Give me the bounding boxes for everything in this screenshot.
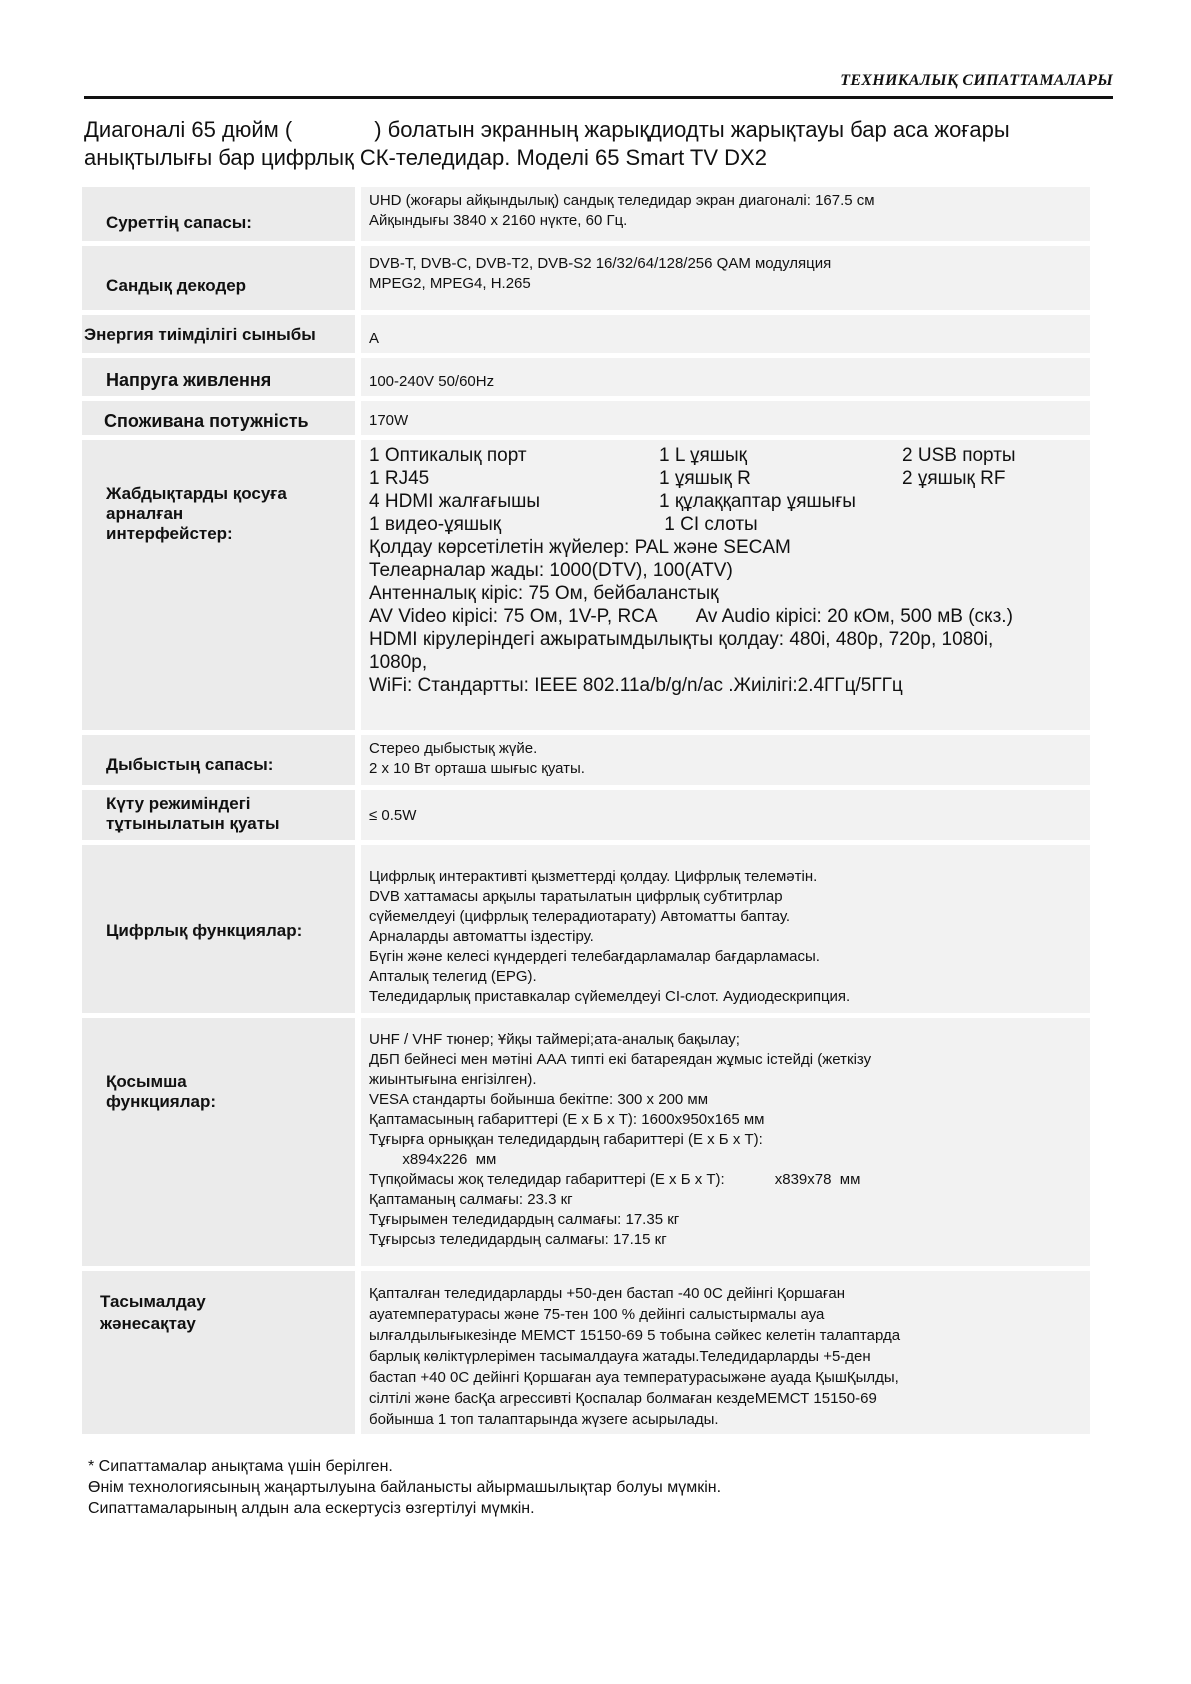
row-label: Энергия тиімділігі сыныбы <box>84 325 316 344</box>
transport-line: ылғалдылығыкезінде МЕМСТ 15150-69 5 тобына сәйкес келетін талаптарда <box>369 1327 901 1344</box>
digital-line: сүйемелдеуі (цифрлық телерадиотарату) Автоматты баптау. <box>369 908 790 925</box>
port-item: 4 HDMI жалғағышы <box>369 491 541 512</box>
value-cell <box>361 440 1090 730</box>
port-item: 1 Оптикалық порт <box>369 445 527 466</box>
footer-note-1: * Сипаттамалар анықтама үшін берілген. <box>88 1458 393 1475</box>
row-standby <box>82 790 1090 840</box>
value-cell <box>361 246 1090 310</box>
extra-line: Қаптаманың салмағы: 23.3 кг <box>369 1191 573 1208</box>
header-rule <box>84 96 1113 99</box>
row-interfaces <box>82 440 1090 730</box>
extra-line: Тұғырымен теледидардың салмағы: 17.35 кг <box>369 1211 680 1228</box>
row-label: Сандық декодер <box>106 276 247 295</box>
interfaces-port-columns <box>369 444 1082 536</box>
energy-value: A <box>369 330 380 347</box>
extra-label-1: Қосымша <box>106 1072 187 1091</box>
interfaces-hdmi-cont: 1080p, <box>369 652 428 673</box>
voltage-value: 100-240V 50/60Hz <box>369 373 495 390</box>
transport-line: барлық көліктүрлерімен тасымалдауға жатады.Теледидарларды +5-ден <box>369 1348 871 1365</box>
transport-label-1: Тасымалдау <box>100 1292 206 1311</box>
row-label: Дыбыстың сапасы: <box>106 755 274 774</box>
extra-label-2: функциялар: <box>106 1092 217 1111</box>
port-item: 1 ұяшық R <box>659 468 751 489</box>
value-cell <box>361 315 1090 353</box>
extra-line: Тұғырсыз теледидардың салмағы: 17.15 кг <box>369 1231 667 1248</box>
row-label: Споживана потужність <box>104 411 309 431</box>
sound-value-1: Стерео дыбыстық жүйе. <box>369 740 538 757</box>
interfaces-label-1: Жабдықтарды қосуға <box>106 484 287 503</box>
digital-line: Апталық телегид (EPG). <box>369 968 537 985</box>
intro-part2: ) болатын экранның жарықдиодты жарықтауы бар аса жоғары <box>374 117 1010 142</box>
row-label: Напруга живлення <box>106 370 272 390</box>
row-picture-quality <box>82 187 1090 241</box>
extra-line: Түпқоймасы жоқ теледидар габариттері (Е х Б х Т): x839x78 мм <box>369 1171 861 1188</box>
label-cell <box>82 1018 355 1266</box>
value-cell <box>361 401 1090 435</box>
interfaces-label-2: арналған <box>106 504 184 523</box>
decoder-value-2: MPEG2, MPEG4, H.265 <box>369 275 531 292</box>
label-cell <box>82 1271 355 1434</box>
footer-note-2: Өнім технологиясының жаңартылуына байланысты айырмашылықтар болуы мүмкін. <box>88 1479 722 1496</box>
row-energy-class <box>82 315 1090 353</box>
interfaces-memory: Телеарналар жады: 1000(DTV), 100(ATV) <box>369 560 733 581</box>
label-cell <box>82 187 355 241</box>
port-item: 2 USB порты <box>902 445 1016 466</box>
page-header-title: ТЕХНИКАЛЫҚ СИПАТТАМАЛАРЫ <box>840 72 1113 89</box>
port-item: 1 CI слоты <box>659 514 758 535</box>
value-cell <box>361 1271 1090 1434</box>
intro-text <box>84 116 1124 172</box>
row-label: Суреттің сапасы: <box>106 213 252 232</box>
standby-label-1: Күту режиміндегі <box>106 794 251 813</box>
port-item: 1 видео-ұяшық <box>369 514 502 535</box>
row-extra-functions <box>82 1018 1090 1266</box>
value-cell <box>361 358 1090 396</box>
standby-label-2: тұтынылатын қуаты <box>106 814 280 833</box>
digital-line: Бүгін және келесі күндердегі телебағдарламалар бағдарламасы. <box>369 948 820 965</box>
label-cell <box>82 315 355 353</box>
ports-column-3 <box>902 444 1082 536</box>
transport-line: сілтілі және басҚа агрессивті Қоспалар болмаған кездеМЕМСТ 15150-69 <box>369 1390 877 1407</box>
intro-line2: анықтылығы бар цифрлық СК-теледидар. Моделі 65 Smart TV DX2 <box>84 145 767 170</box>
interfaces-systems: Қолдау көрсетілетін жүйелер: PAL және SECAM <box>369 537 791 558</box>
label-cell <box>82 358 355 396</box>
label-cell <box>82 246 355 310</box>
transport-line: бастап +40 0С дейінгі Қоршаған ауа температурасыжәне ауада ҚышҚылды, <box>369 1369 899 1386</box>
decoder-value-1: DVB-T, DVB-C, DVB-T2, DVB-S2 16/32/64/128/256 QAM модуляция <box>369 255 832 272</box>
row-decoder <box>82 246 1090 310</box>
interfaces-hdmi: HDMI кірулеріндегі ажыратымдылықты қолдау: 480i, 480p, 720p, 1080i, <box>369 629 994 650</box>
digital-line: DVB хаттамасы арқылы таратылатын цифрлық субтитрлар <box>369 888 783 905</box>
transport-line: Қапталған теледидарларды +50-ден бастап -40 0С дейінгі Қоршаған <box>369 1285 845 1302</box>
port-item: 1 RJ45 <box>369 468 430 489</box>
label-cell <box>82 401 355 435</box>
ports-column-1 <box>369 444 659 536</box>
extra-line: VESA стандарты бойынша бекітпе: 300 х 200 мм <box>369 1091 709 1108</box>
ports-column-2 <box>659 444 902 536</box>
row-power <box>82 401 1090 435</box>
value-cell <box>361 1018 1090 1266</box>
row-sound <box>82 735 1090 785</box>
picture-value-1: UHD (жоғары айқындылық) сандық теледидар экран диагоналі: 167.5 см <box>369 192 875 209</box>
value-cell <box>361 187 1090 241</box>
port-item: 2 ұяшық RF <box>902 468 1006 489</box>
row-transport-storage <box>82 1271 1090 1434</box>
port-item: 1 L ұяшық <box>659 445 747 466</box>
digital-line: Цифрлық интерактивті қызметтерді қолдау. Цифрлық телемәтін. <box>369 868 818 885</box>
interfaces-label-3: интерфейстер: <box>106 524 233 543</box>
label-cell <box>82 845 355 1013</box>
extra-line: UHF / VHF тюнер; Ұйқы таймері;ата-аналық бақылау; <box>369 1031 740 1048</box>
extra-line: Қаптамасының габариттері (Е х Б х Т): 1600x950x165 мм <box>369 1111 765 1128</box>
av-video: AV Video кірісі: 75 Ом, 1V-P, RCA <box>369 606 658 627</box>
label-cell <box>82 790 355 840</box>
value-cell <box>361 735 1090 785</box>
power-value: 170W <box>369 412 409 429</box>
footer-notes <box>88 1456 721 1519</box>
interfaces-av <box>369 605 1082 628</box>
extra-line: жиынтығына енгізілген). <box>369 1071 537 1088</box>
standby-value: ≤ 0.5W <box>369 807 417 824</box>
extra-line: x894x226 мм <box>369 1151 497 1168</box>
value-cell <box>361 845 1090 1013</box>
extra-line: ДБП бейнесі мен мәтіні ААА типті екі батареядан жұмыс істейді (жеткізу <box>369 1051 872 1068</box>
picture-value-2: Айқындығы 3840 х 2160 нүкте, 60 Гц. <box>369 212 628 229</box>
value-cell <box>361 790 1090 840</box>
digital-line: Теледидарлық приставкалар сүйемелдеуі CI-слот. Аудиодескрипция. <box>369 988 851 1005</box>
row-voltage <box>82 358 1090 396</box>
row-label: Цифрлық функциялар: <box>106 921 303 940</box>
interfaces-wifi: WiFi: Стандартты: IEEE 802.11a/b/g/n/ac .Жиілігі:2.4ГГц/5ГГц <box>369 675 903 696</box>
interfaces-antenna: Антенналық кіріс: 75 Ом, бейбаланстық <box>369 583 719 604</box>
footer-note-3: Сипаттамаларының алдын ала ескертусіз өзгертілуі мүмкін. <box>88 1500 535 1517</box>
row-digital-functions <box>82 845 1090 1013</box>
port-item: 1 құлаққаптар ұяшығы <box>659 491 856 512</box>
intro-part1: Диагоналі 65 дюйм ( <box>84 117 293 142</box>
spec-table <box>82 182 1090 1439</box>
sound-value-2: 2 х 10 Вт орташа шығыс қуаты. <box>369 760 585 777</box>
transport-line: бойынша 1 топ талаптарында жүзеге асырылады. <box>369 1411 719 1428</box>
av-audio: Av Audio кірісі: 20 кОм, 500 мВ (скз.) <box>695 606 1013 627</box>
transport-line: ауатемпературасы және 75-тен 100 % дейінгі салыстырмалы ауа <box>369 1306 825 1323</box>
label-cell <box>82 440 355 730</box>
transport-label-2: жәнесақтау <box>100 1314 196 1333</box>
label-cell <box>82 735 355 785</box>
extra-line: Тұғырға орныққан теледидардың габариттері (Е х Б х Т): <box>369 1131 763 1148</box>
digital-line: Арналарды автоматты іздестіру. <box>369 928 594 945</box>
